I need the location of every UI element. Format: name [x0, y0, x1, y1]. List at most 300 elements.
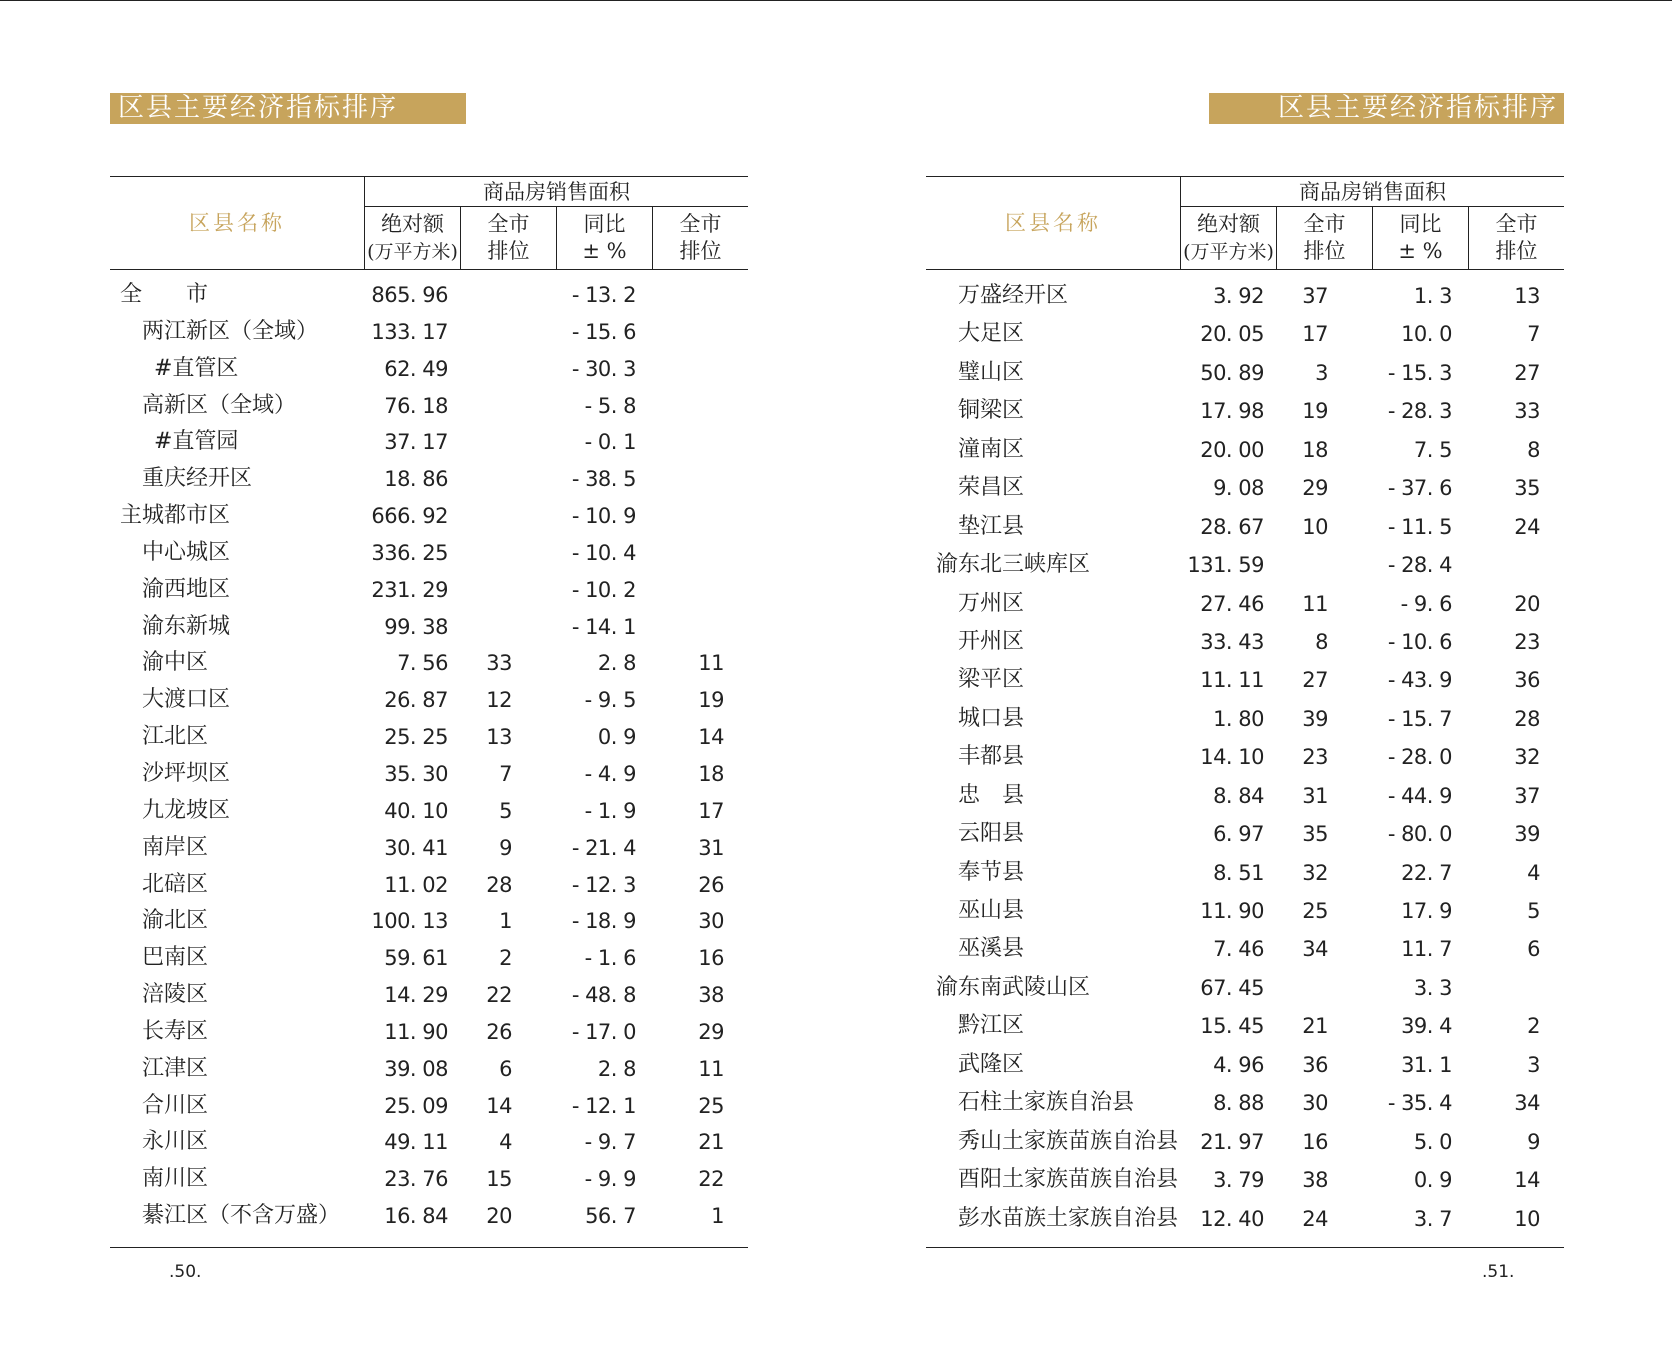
yoy-rank-cell: 8 [1527, 437, 1540, 462]
table-row [110, 314, 748, 351]
yoy-change-cell: - 43. 9 [1387, 668, 1452, 693]
yoy-rank-cell: 16 [698, 946, 724, 971]
district-name-cell: 黔江区 [958, 1013, 1025, 1039]
yoy-change-cell: - 28. 3 [1387, 399, 1452, 424]
district-name-cell: 石柱土家族自治县 [958, 1090, 1135, 1116]
rank-header [1276, 207, 1372, 269]
absolute-value-cell: 11. 90 [1200, 899, 1264, 923]
rank-cell: 22 [486, 983, 512, 1008]
table-header [110, 176, 748, 270]
table-row [926, 508, 1564, 546]
yoy-change-cell: - 0. 1 [584, 430, 636, 455]
rank-cell: 36 [1302, 1052, 1328, 1077]
yoy-change-cell: - 12. 1 [571, 1093, 636, 1118]
yoy-rank-cell: 24 [1514, 514, 1540, 539]
rank-cell: 27 [1302, 668, 1328, 693]
table-row [926, 1123, 1564, 1161]
absolute-value-cell: 76. 18 [384, 393, 448, 418]
yoy-change-cell: - 17. 0 [571, 1019, 636, 1044]
rank2-header-line2: 排位 [679, 239, 722, 263]
yoy-rank-cell: 1 [711, 1204, 724, 1229]
table-row [926, 431, 1564, 469]
yoy-change-cell: - 44. 9 [1387, 783, 1452, 808]
table-row [110, 1124, 748, 1161]
table-row [110, 572, 748, 609]
yoy-rank-cell: 19 [698, 688, 724, 713]
absolute-value-cell: 9. 08 [1213, 476, 1264, 501]
rank2-header-line1: 全市 [1495, 212, 1538, 236]
yoy-change-cell: - 1. 9 [584, 798, 636, 823]
absolute-value-cell: 131. 59 [1187, 553, 1264, 578]
table-row [926, 815, 1564, 853]
rank-cell: 30 [1302, 1091, 1328, 1116]
yoy-rank-cell: 36 [1514, 668, 1540, 693]
rank-header-line1: 全市 [1303, 212, 1346, 236]
yoy-change-cell: - 28. 4 [1387, 553, 1452, 578]
table-row [110, 424, 748, 461]
yoy-rank-cell: 27 [1514, 360, 1540, 385]
rank-cell: 2 [499, 946, 512, 971]
rank-cell: 1 [499, 909, 512, 934]
table-row [926, 738, 1564, 776]
yoy-rank-cell: 14 [1514, 1168, 1540, 1193]
table-row [110, 277, 748, 314]
absolute-value-cell: 15. 45 [1200, 1014, 1264, 1039]
table-row [926, 354, 1564, 392]
district-name-cell: 荣昌区 [958, 475, 1025, 501]
absolute-value-cell: 59. 61 [384, 946, 448, 971]
table-row [110, 1014, 748, 1051]
yoy-header [556, 207, 652, 269]
district-name-header: 区县名称 [1005, 211, 1101, 235]
rank-cell: 11 [1302, 591, 1328, 616]
district-name-cell: #直管区 [154, 355, 239, 381]
absolute-value-cell: 21. 97 [1200, 1129, 1264, 1154]
yoy-rank-cell: 30 [698, 909, 724, 934]
district-name-cell: 全 市 [120, 282, 209, 307]
absolute-value-cell: 100. 13 [371, 909, 448, 934]
absolute-header-line2: (万平方米) [367, 241, 458, 263]
rank-cell: 29 [1302, 476, 1328, 501]
yoy-change-cell: - 11. 5 [1387, 514, 1452, 539]
yoy-change-cell: - 48. 8 [571, 983, 636, 1008]
district-name-cell: 江津区 [142, 1055, 209, 1081]
yoy-change-cell: - 13. 2 [571, 283, 636, 307]
absolute-value-cell: 8. 51 [1213, 860, 1264, 885]
yoy-change-cell: 2. 8 [597, 1056, 636, 1081]
yoy-rank-cell: 10 [1514, 1206, 1540, 1231]
yoy-header [1372, 207, 1468, 269]
absolute-value-cell: 27. 46 [1200, 591, 1264, 616]
table-row [110, 609, 748, 646]
rank-cell: 25 [1302, 899, 1328, 923]
table-row [926, 892, 1564, 930]
yoy-change-cell: 1. 3 [1413, 284, 1452, 308]
district-name-cell: 合川区 [142, 1092, 209, 1118]
absolute-value-cell: 865. 96 [371, 283, 448, 307]
page-number-left: .50. [169, 1262, 202, 1282]
yoy-rank-cell: 9 [1527, 1129, 1540, 1154]
absolute-value-cell: 8. 88 [1213, 1091, 1264, 1116]
yoy-rank-cell: 33 [1514, 399, 1540, 424]
yoy-rank-cell: 29 [698, 1019, 724, 1044]
absolute-value-cell: 25. 25 [384, 725, 448, 750]
district-name-cell: 渝中区 [142, 650, 209, 676]
yoy-change-cell: 17. 9 [1401, 899, 1452, 923]
absolute-value-cell: 23. 76 [384, 1167, 448, 1192]
sales-area-group-header: 商品房销售面积 [364, 177, 748, 207]
yoy-change-cell: - 10. 9 [571, 504, 636, 529]
absolute-value-cell: 33. 43 [1200, 629, 1264, 654]
rank-cell: 14 [486, 1093, 512, 1118]
rank-cell: 17 [1302, 322, 1328, 347]
yoy-change-cell: - 10. 6 [1387, 629, 1452, 654]
rank-cell: 21 [1302, 1014, 1328, 1039]
yoy-rank-cell: 31 [698, 835, 724, 860]
rank-cell: 12 [486, 688, 512, 713]
rank-header-line2: 排位 [487, 239, 530, 263]
table-row [110, 756, 748, 793]
absolute-value-cell: 37. 17 [384, 430, 448, 455]
table-header [926, 176, 1564, 270]
yoy-change-cell: - 30. 3 [571, 356, 636, 381]
rank2-header [652, 207, 748, 269]
rank-cell: 15 [486, 1167, 512, 1192]
district-name-cell: 渝东南武陵山区 [936, 974, 1091, 1000]
yoy-change-cell: - 18. 9 [571, 909, 636, 934]
table-row [926, 700, 1564, 738]
rank-cell: 26 [486, 1019, 512, 1044]
yoy-change-cell: 31. 1 [1401, 1052, 1452, 1077]
yoy-change-cell: - 9. 7 [584, 1130, 636, 1155]
yoy-rank-cell: 18 [698, 761, 724, 786]
absolute-value-cell: 25. 09 [384, 1093, 448, 1118]
yoy-change-cell: - 10. 4 [571, 540, 636, 565]
table-row [926, 1161, 1564, 1199]
yoy-rank-cell: 14 [698, 725, 724, 750]
yoy-change-cell: - 28. 0 [1387, 745, 1452, 770]
district-name-cell: 武隆区 [958, 1051, 1025, 1077]
yoy-change-cell: - 5. 8 [584, 393, 636, 418]
yoy-change-cell: - 4. 9 [584, 761, 636, 786]
yoy-change-cell: - 37. 6 [1387, 476, 1452, 501]
absolute-value-cell: 11. 02 [384, 872, 448, 897]
table-row [926, 969, 1564, 1007]
absolute-value-cell: 20. 05 [1200, 322, 1264, 347]
district-name-cell: 巴南区 [142, 945, 209, 971]
absolute-value-cell: 26. 87 [384, 688, 448, 713]
district-name-cell: 忠 县 [958, 782, 1025, 808]
district-name-cell: 主城都市区 [120, 503, 231, 529]
table-row [926, 854, 1564, 892]
table-row [110, 388, 748, 425]
district-name-cell: 九龙坡区 [142, 797, 231, 823]
table-row [926, 777, 1564, 815]
table-row [926, 315, 1564, 353]
table-row [110, 867, 748, 904]
table-row [110, 645, 748, 682]
banner-title-left: 区县主要经济指标排序 [110, 93, 466, 124]
yoy-header-line1: 同比 [583, 212, 626, 236]
yoy-change-cell: - 12. 3 [571, 872, 636, 897]
absolute-value-cell: 14. 29 [384, 983, 448, 1008]
table-body-right [926, 270, 1564, 1248]
absolute-value-cell: 1. 80 [1213, 706, 1264, 731]
table-row [110, 1198, 748, 1235]
district-name-cell: 南岸区 [142, 834, 209, 860]
table-row [110, 498, 748, 535]
rank-cell: 4 [499, 1130, 512, 1155]
yoy-change-cell: 10. 0 [1401, 322, 1452, 347]
rank-cell: 9 [499, 835, 512, 860]
yoy-change-cell: - 9. 6 [1400, 591, 1452, 616]
absolute-value-cell: 336. 25 [371, 540, 448, 565]
yoy-change-cell: 3. 3 [1413, 975, 1452, 1000]
district-name-cell: 秀山土家族苗族自治县 [958, 1128, 1179, 1154]
absolute-header [1180, 207, 1276, 269]
yoy-change-cell: - 15. 7 [1387, 706, 1452, 731]
absolute-value-cell: 40. 10 [384, 798, 448, 823]
table-row [110, 461, 748, 498]
yoy-rank-cell: 20 [1514, 591, 1540, 616]
table-row [110, 1088, 748, 1125]
absolute-value-cell: 30. 41 [384, 835, 448, 860]
rank-cell: 39 [1302, 706, 1328, 731]
rank-cell: 32 [1302, 860, 1328, 885]
yoy-rank-cell: 23 [1514, 629, 1540, 654]
district-name-cell: 江北区 [142, 724, 209, 750]
yoy-change-cell: 11. 7 [1401, 937, 1452, 962]
yoy-rank-cell: 11 [698, 1056, 724, 1081]
absolute-value-cell: 11. 11 [1200, 668, 1264, 693]
yoy-change-cell: - 14. 1 [571, 614, 636, 639]
yoy-rank-cell: 17 [698, 798, 724, 823]
yoy-rank-cell: 28 [1514, 706, 1540, 731]
table-row [926, 585, 1564, 623]
absolute-value-cell: 133. 17 [371, 319, 448, 344]
absolute-value-cell: 231. 29 [371, 577, 448, 602]
rank-cell: 3 [1315, 360, 1328, 385]
yoy-rank-cell: 22 [698, 1167, 724, 1192]
yoy-change-cell: 5. 0 [1413, 1129, 1452, 1154]
rank-cell: 24 [1302, 1206, 1328, 1231]
absolute-value-cell: 50. 89 [1200, 360, 1264, 385]
rank2-header-line1: 全市 [679, 212, 722, 236]
yoy-rank-cell: 5 [1527, 899, 1540, 923]
rank-cell: 35 [1302, 822, 1328, 847]
table-row [926, 623, 1564, 661]
yoy-rank-cell: 2 [1527, 1014, 1540, 1039]
yoy-rank-cell: 3 [1527, 1052, 1540, 1077]
rank-header-line2: 排位 [1303, 239, 1346, 263]
table-row [926, 392, 1564, 430]
district-name-cell: 两江新区（全域） [142, 318, 319, 344]
rank-cell: 31 [1302, 783, 1328, 808]
yoy-change-cell: 39. 4 [1401, 1014, 1452, 1039]
yoy-change-cell: - 9. 9 [584, 1167, 636, 1192]
page-number-right: .51. [1482, 1262, 1515, 1282]
district-name-cell: 綦江区（不含万盛） [142, 1203, 341, 1229]
table-row [926, 930, 1564, 968]
rank2-header [1468, 207, 1564, 269]
table-row [110, 977, 748, 1014]
district-name-cell: 潼南区 [958, 436, 1025, 462]
district-name-cell: 渝东新城 [142, 613, 231, 639]
yoy-change-cell: - 21. 4 [571, 835, 636, 860]
absolute-header-line1: 绝对额 [381, 212, 444, 236]
district-name-cell: 开州区 [958, 628, 1025, 654]
table-row [926, 546, 1564, 584]
absolute-value-cell: 3. 92 [1213, 284, 1264, 308]
district-name-cell: 万州区 [958, 590, 1025, 616]
rank-cell: 28 [486, 872, 512, 897]
yoy-header-line2: ± % [1398, 239, 1443, 263]
rank2-header-line2: 排位 [1495, 239, 1538, 263]
absolute-value-cell: 12. 40 [1200, 1206, 1264, 1231]
district-name-cell: 长寿区 [142, 1018, 209, 1044]
rank-cell: 10 [1302, 514, 1328, 539]
district-name-cell: 垫江县 [958, 513, 1025, 539]
table-row [926, 1007, 1564, 1045]
rank-header [460, 207, 556, 269]
absolute-header-line2: (万平方米) [1183, 241, 1274, 263]
district-name-cell: 渝北区 [142, 908, 209, 934]
table-row [926, 277, 1564, 315]
district-name-cell: 永川区 [142, 1129, 209, 1155]
yoy-change-cell: 22. 7 [1401, 860, 1452, 885]
yoy-change-cell: - 35. 4 [1387, 1091, 1452, 1116]
district-name-cell: 高新区（全域） [142, 392, 297, 418]
yoy-rank-cell: 13 [1514, 284, 1540, 308]
district-name-cell: 巫山县 [958, 898, 1025, 923]
district-name-cell: 涪陵区 [142, 982, 209, 1008]
yoy-header-line2: ± % [582, 239, 627, 263]
district-name-cell: 铜梁区 [958, 398, 1025, 424]
district-name-cell: 渝西地区 [142, 576, 231, 602]
yoy-header-line1: 同比 [1399, 212, 1442, 236]
absolute-value-cell: 8. 84 [1213, 783, 1264, 808]
absolute-value-cell: 99. 38 [384, 614, 448, 639]
top-border-line [0, 0, 1672, 1]
absolute-value-cell: 62. 49 [384, 356, 448, 381]
yoy-rank-cell: 4 [1527, 860, 1540, 885]
table-row [110, 351, 748, 388]
rank-cell: 33 [486, 651, 512, 676]
table-row [110, 719, 748, 756]
district-name-cell: 城口县 [958, 705, 1025, 731]
yoy-rank-cell: 6 [1527, 937, 1540, 962]
rank-cell: 18 [1302, 437, 1328, 462]
absolute-value-cell: 17. 98 [1200, 399, 1264, 424]
absolute-value-cell: 20. 00 [1200, 437, 1264, 462]
yoy-change-cell: - 9. 5 [584, 688, 636, 713]
absolute-value-cell: 7. 56 [397, 651, 448, 676]
table-row [926, 1046, 1564, 1084]
district-name-cell: 渝东北三峡库区 [936, 552, 1091, 578]
yoy-change-cell: - 15. 3 [1387, 360, 1452, 385]
rank-cell: 38 [1302, 1168, 1328, 1193]
district-name-header: 区县名称 [189, 211, 285, 235]
district-name-cell: 大渡口区 [142, 687, 231, 713]
yoy-rank-cell: 32 [1514, 745, 1540, 770]
absolute-value-cell: 14. 10 [1200, 745, 1264, 770]
district-name-cell: 南川区 [142, 1166, 209, 1192]
yoy-rank-cell: 37 [1514, 783, 1540, 808]
rank-cell: 16 [1302, 1129, 1328, 1154]
yoy-change-cell: 7. 5 [1413, 437, 1452, 462]
sales-area-group-header: 商品房销售面积 [1180, 177, 1564, 207]
district-name-cell: 巫溪县 [958, 936, 1025, 962]
rank-cell: 37 [1302, 284, 1328, 308]
yoy-change-cell: 2. 8 [597, 651, 636, 676]
district-name-cell: 酉阳土家族苗族自治县 [958, 1167, 1179, 1193]
yoy-change-cell: 0. 9 [597, 725, 636, 750]
yoy-change-cell: 56. 7 [585, 1204, 636, 1229]
absolute-header-line1: 绝对额 [1197, 212, 1260, 236]
yoy-rank-cell: 21 [698, 1130, 724, 1155]
absolute-value-cell: 35. 30 [384, 761, 448, 786]
yoy-rank-cell: 7 [1527, 322, 1540, 347]
right-page-table [926, 176, 1564, 1248]
district-name-cell: 沙坪坝区 [142, 760, 231, 786]
district-name-cell: 梁平区 [958, 667, 1025, 693]
left-page-table [110, 176, 748, 1248]
yoy-change-cell: 0. 9 [1413, 1168, 1452, 1193]
absolute-value-cell: 7. 46 [1213, 937, 1264, 962]
absolute-value-cell: 11. 90 [384, 1019, 448, 1044]
yoy-change-cell: - 10. 2 [571, 577, 636, 602]
table-row [110, 940, 748, 977]
table-row [110, 1051, 748, 1088]
district-name-cell: 中心城区 [142, 539, 231, 565]
absolute-header [364, 207, 460, 269]
table-row [926, 1200, 1564, 1238]
yoy-rank-cell: 34 [1514, 1091, 1540, 1116]
rank-cell: 19 [1302, 399, 1328, 424]
table-row [110, 682, 748, 719]
table-row [926, 469, 1564, 507]
absolute-value-cell: 666. 92 [371, 504, 448, 529]
absolute-value-cell: 16. 84 [384, 1204, 448, 1229]
yoy-rank-cell: 35 [1514, 476, 1540, 501]
yoy-change-cell: 3. 7 [1413, 1206, 1452, 1231]
banner-title-right: 区县主要经济指标排序 [1209, 93, 1564, 124]
district-name-cell: 北碚区 [142, 871, 209, 897]
table-row [926, 661, 1564, 699]
rank-cell: 23 [1302, 745, 1328, 770]
table-row [110, 830, 748, 867]
rank-cell: 6 [499, 1056, 512, 1081]
rank-cell: 7 [499, 761, 512, 786]
absolute-value-cell: 39. 08 [384, 1056, 448, 1081]
rank-header-line1: 全市 [487, 212, 530, 236]
yoy-rank-cell: 11 [698, 651, 724, 676]
absolute-value-cell: 67. 45 [1200, 975, 1264, 1000]
district-name-cell: 云阳县 [958, 821, 1025, 847]
rank-cell: 34 [1302, 937, 1328, 962]
table-body-left [110, 270, 748, 1248]
absolute-value-cell: 6. 97 [1213, 822, 1264, 847]
table-row [110, 1161, 748, 1198]
table-row [110, 903, 748, 940]
yoy-rank-cell: 39 [1514, 822, 1540, 847]
rank-cell: 8 [1315, 629, 1328, 654]
district-name-cell: #直管园 [154, 429, 239, 455]
absolute-value-cell: 28. 67 [1200, 514, 1264, 539]
district-name-cell: 奉节县 [958, 859, 1025, 885]
district-name-cell: 万盛经开区 [958, 283, 1069, 308]
yoy-change-cell: - 1. 6 [584, 946, 636, 971]
